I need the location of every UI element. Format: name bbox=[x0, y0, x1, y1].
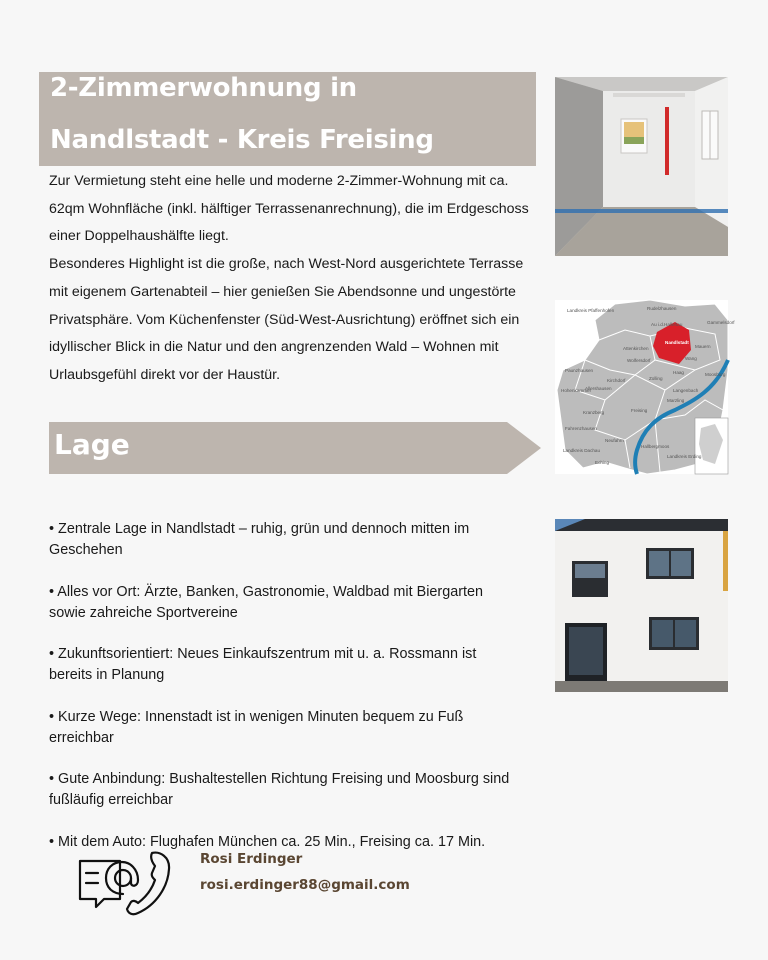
map-label: Landkreis Dachau bbox=[563, 448, 601, 453]
house-photo bbox=[555, 519, 728, 692]
list-item: • Gute Anbindung: Bushaltestellen Richtung Freising und Moosburg sind fußläufig erreichbar bbox=[49, 771, 510, 808]
map-label: Eching bbox=[595, 460, 610, 465]
map-label: Freising bbox=[631, 408, 648, 413]
map-label: Hohenkammer bbox=[561, 388, 592, 393]
map-label: Gammelsdorf bbox=[707, 320, 735, 325]
list-item: • Zukunftsorientiert: Neues Einkaufszentrum mit u. a. Rossmann ist bereits in Planung bbox=[49, 646, 477, 683]
map-label: Wang bbox=[685, 356, 697, 361]
map-label: Wolfersdorf bbox=[627, 358, 651, 363]
map-label: Mauern bbox=[695, 344, 711, 349]
list-item: • Zentrale Lage in Nandlstadt – ruhig, grün und dennoch mitten im Geschehen bbox=[49, 521, 470, 558]
lage-heading: Lage bbox=[54, 428, 130, 461]
map-label: Fahrenzhausen bbox=[565, 426, 597, 431]
map-label: Hallbergmoos bbox=[641, 444, 670, 449]
page-title-line-1: 2-Zimmerwohnung in bbox=[50, 73, 357, 103]
map-label: Attenkirchen bbox=[623, 346, 649, 351]
contact-email-phone-icon bbox=[76, 847, 172, 919]
map-label: Zolling bbox=[649, 376, 663, 381]
lage-heading-banner bbox=[49, 422, 541, 474]
map-label: Kranzberg bbox=[583, 410, 605, 415]
map-label: Allershausen bbox=[585, 386, 612, 391]
map-label: Kirchdorf bbox=[607, 378, 626, 383]
contact-email[interactable]: rosi.erdinger88@gmail.com bbox=[200, 877, 410, 893]
map-label: Langenbach bbox=[673, 388, 699, 393]
map-label-highlight: Nandlstadt bbox=[665, 340, 689, 345]
title-banner bbox=[39, 72, 536, 166]
page-title-line-2: Nandlstadt - Kreis Freising bbox=[50, 125, 434, 155]
map-label: Rudelzhausen bbox=[647, 306, 677, 311]
contact-name: Rosi Erdinger bbox=[200, 851, 303, 867]
map-label: Landkreis Pfaffenhofen bbox=[567, 308, 615, 313]
map-label: Haag bbox=[673, 370, 684, 375]
location-map bbox=[555, 300, 735, 474]
room-photo bbox=[555, 77, 728, 256]
map-label: Marzling bbox=[667, 398, 685, 403]
map-label: Paunzhausen bbox=[565, 368, 594, 373]
list-item: • Kurze Wege: Innenstadt ist in wenigen Minuten bequem zu Fuß erreichbar bbox=[49, 708, 464, 746]
map-label: Landkreis Erding bbox=[667, 454, 702, 459]
description-paragraph-2: Besonderes Highlight ist die große, nach West-Nord ausgerichtete Terrasse mit eigenem Gartenabteil – hier genießen Sie Abendsonne und ungestörte Privatsphäre. Vom Küchenfenster (Süd-West-Ausrichtung) eröffnet sich ein idyllischer Blick in die Natur und den angrenzenden Wald – Wohnen mit Urlaubsgefühl direkt vor der Haustür. bbox=[49, 256, 524, 383]
description-paragraph-1: Zur Vermietung steht eine helle und moderne 2-Zimmer-Wohnung mit ca. 62qm Wohnfläche (inkl. hälftiger Terrassenanrechnung), die im Erdgeschoss einer Doppelhaushälfte liegt. bbox=[49, 173, 529, 245]
map-label: Neufahrn bbox=[605, 438, 624, 443]
location-bullet-list bbox=[49, 519, 519, 873]
description-text bbox=[49, 168, 529, 390]
list-item: • Mit dem Auto: Flughafen München ca. 25 Min., Freising ca. 17 Min. bbox=[49, 833, 486, 850]
map-label: Moosburg bbox=[705, 372, 726, 377]
list-item: • Alles vor Ort: Ärzte, Banken, Gastronomie, Waldbad mit Biergarten sowie zahreiche Sportvereine bbox=[49, 583, 484, 621]
map-label: Au i.d.Hallertau bbox=[651, 322, 683, 327]
